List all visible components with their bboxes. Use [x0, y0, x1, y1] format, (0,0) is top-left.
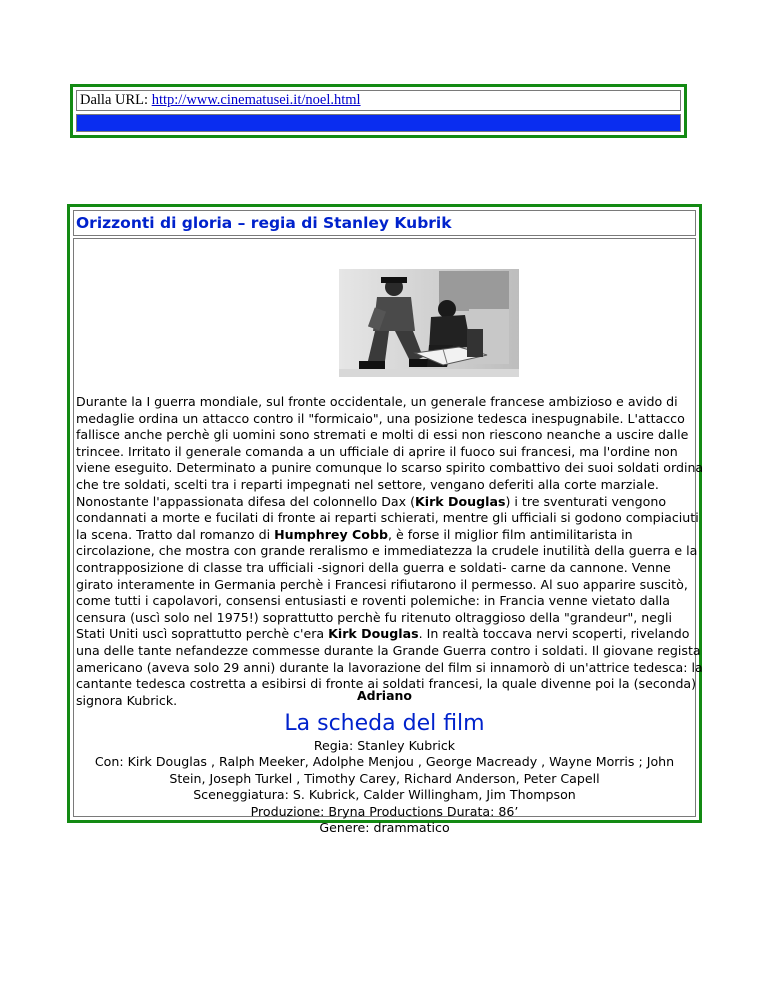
source-link[interactable]: http://www.cinematusei.it/noel.html — [151, 92, 361, 108]
source-line — [76, 90, 681, 111]
scheda-genere: Genere: drammatico — [319, 820, 450, 836]
article-box — [67, 204, 704, 836]
title-cell — [73, 210, 696, 236]
source-box — [70, 84, 687, 138]
signature: Adriano — [357, 688, 412, 703]
scheda-produzione: Produzione: Bryna Productions Durata: 86’ — [250, 803, 519, 819]
article-title: Orizzonti di gloria – regia di Stanley Kubrik — [76, 214, 452, 232]
source-label: Dalla URL: — [80, 92, 152, 108]
scheda-regia: Regia: Stanley Kubrick — [313, 738, 456, 753]
scheda-sceneggiatura: Sceneggiatura: S. Kubrick, Calder Willingham, Jim Thompson — [193, 787, 576, 803]
blue-bar — [76, 114, 681, 132]
actor-name: Kirk Douglas — [328, 626, 419, 642]
scheda-cast: Con: Kirk Douglas , Ralph Meeker, Adolphe Menjou , George Macready , Wayne Morris ; John Stein, Joseph Turkel , Timothy Carey, Richard Anderson, Peter Capell — [94, 754, 675, 786]
content-cell — [73, 238, 704, 836]
scheda-title: La scheda del film — [284, 711, 485, 736]
actor-name: Kirk Douglas — [415, 493, 506, 509]
article-body: Durante la I guerra mondiale, sul fronte occidentale, un generale francese ambizioso e avido di medaglie ordina un attacco contro il "formicaio", una posizione tedesca inespugnabile. L'attacco fallisce anche perchè gli uomini sono stremati e molti di essi non riescono neanche a uscire dalle trincee. Irritato il generale comanda a un ufficiale di aprire il fuoco sui francesi, ma l'ordine non viene eseguito. Determinato a punire comunque lo scarso spirito combattivo dei suoi soldati ordina che tre soldati, scelti tra i reparti impegnati nel settore, vengano deferiti alla corte marziale. Nonostante l'appassionata difesa del colonnello Dax (Kirk Douglas) i tre sventurati vengono condannati a morte e fucilati di fronte ai reparti schierati, mentre gli ufficiali si godono compiaciuti la scena. Tratto dal romanzo di Humphrey Cobb, è forse il miglior film antimilitarista in circolazione, che mostra con grande reralismo e immediatezza la crudele inutilità della guerra e la contrapposizione di classe tra ufficiali -signori della guerra e soldati- carne da cannone. Venne girato interamente in Germania perchè i Francesi rifiutarono il permesso. Al suo apparire suscitò, come tutti i capolavori, consensi entusiasti e roventi polemiche: in Francia venne vietato dalla censura (uscì solo nel 1975!) soprattutto perchè fu ritenuto oltraggioso della "grandeur", negli Stati Uniti uscì soprattutto perchè c'era Kirk Douglas. In realtà toccava nervi scoperti, rivelando una delle tante nefandezze commesse durante la Grande Guerra contro i soldati. Il giovane regista americano (aveva solo 29 anni) durante la lavorazione del film si innamorò di un'attrice tedesca: la cantante tedesca costretta a esibirsi di fronte ai soldati francesi, la quale divenne poi la (seconda) signora Kubrick. — [76, 394, 704, 708]
film-still-photo — [319, 269, 529, 377]
scheda-details — [80, 738, 689, 836]
author-name: Humphrey Cobb — [274, 526, 388, 542]
